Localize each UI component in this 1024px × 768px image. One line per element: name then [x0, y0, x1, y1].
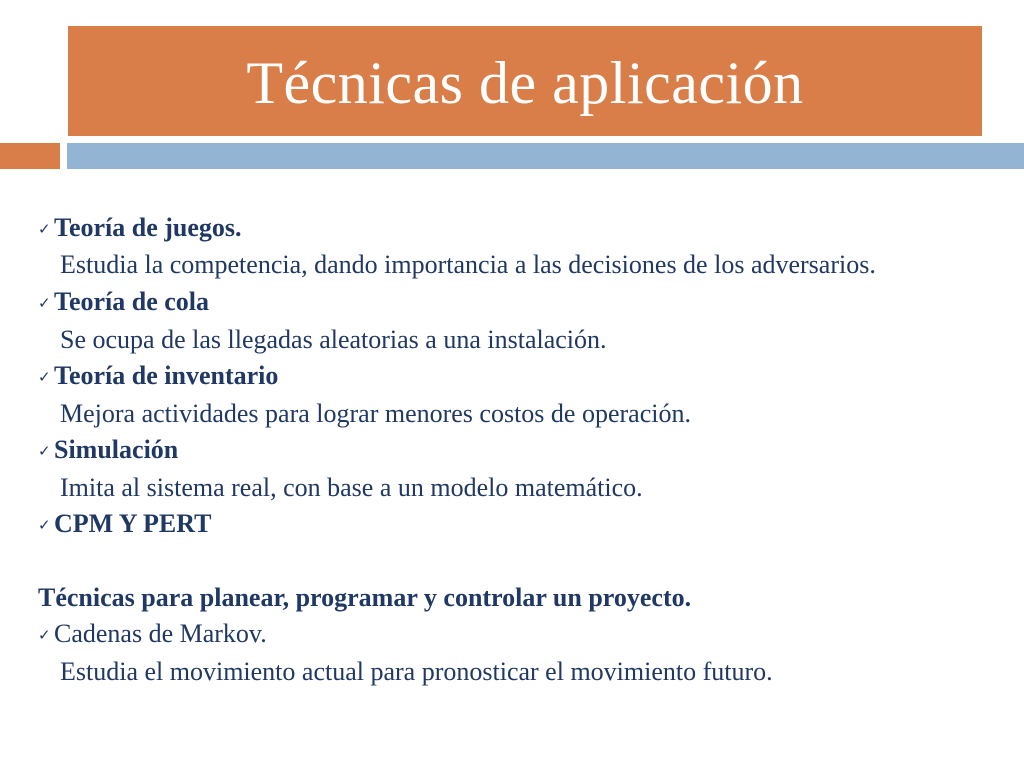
accent-bar-right	[67, 143, 1024, 169]
list-item	[38, 432, 998, 470]
checkmark-icon: ✓	[38, 444, 51, 460]
item-heading: Cadenas de Markov.	[54, 619, 267, 648]
slide-title: Técnicas de aplicación	[246, 50, 804, 116]
checkmark-icon: ✓	[38, 628, 51, 644]
item-heading: Simulación	[54, 435, 179, 464]
item-heading: Teoría de inventario	[54, 361, 279, 390]
accent-bar-left	[0, 143, 60, 169]
item-description: Mejora actividades para lograr menores costos de operación.	[60, 399, 691, 428]
item-description: Se ocupa de las llegadas aleatorias a una instalación.	[60, 325, 607, 354]
item-description: Imita al sistema real, con base a un modelo matemático.	[60, 473, 643, 502]
title-banner	[68, 26, 982, 136]
list-item	[38, 210, 998, 248]
checkmark-icon: ✓	[38, 296, 51, 312]
list-item	[38, 506, 998, 544]
item-heading: CPM Y PERT	[54, 509, 212, 538]
list-item	[38, 616, 998, 654]
checkmark-icon: ✓	[38, 222, 51, 238]
item-description: Estudia la competencia, dando importancia a las decisiones de los adversarios.	[60, 250, 876, 279]
spacer	[38, 544, 998, 580]
item-heading: Teoría de cola	[54, 287, 210, 316]
slide-body	[38, 210, 998, 690]
checkmark-icon: ✓	[38, 518, 51, 534]
checkmark-icon: ✓	[38, 370, 51, 386]
section-note: Técnicas para planear, programar y controlar un proyecto.	[38, 583, 692, 612]
item-heading: Teoría de juegos.	[54, 213, 242, 242]
item-description: Estudia el movimiento actual para pronosticar el movimiento futuro.	[60, 657, 773, 686]
list-item	[38, 284, 998, 322]
list-item	[38, 358, 998, 396]
